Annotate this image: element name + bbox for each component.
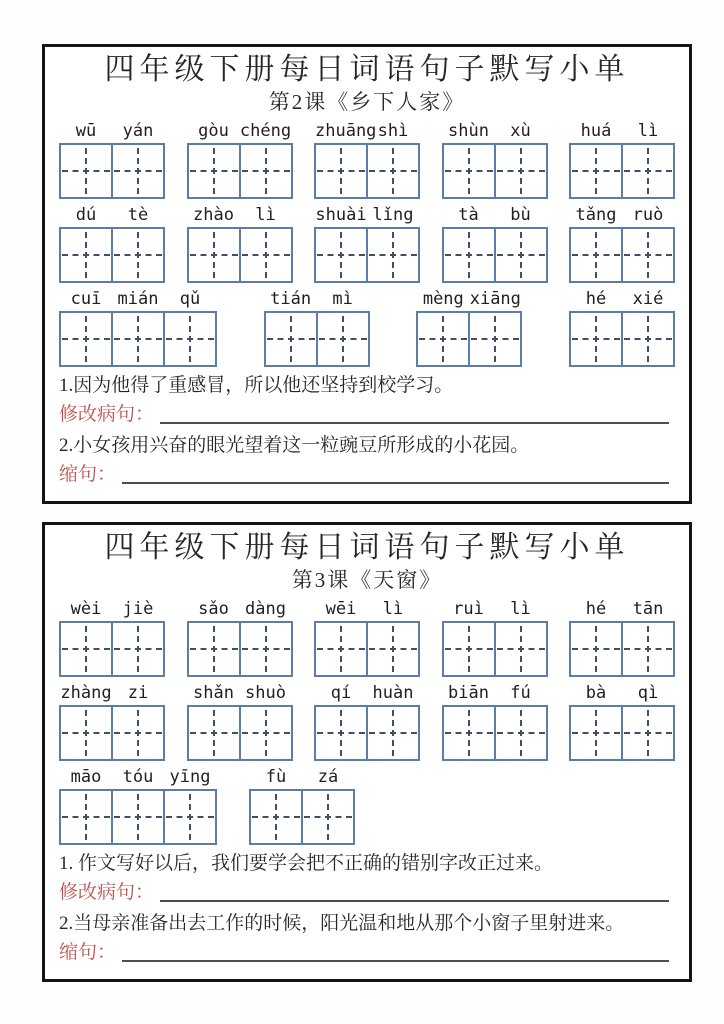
writing-square <box>301 791 353 843</box>
writing-square <box>163 313 215 365</box>
pinyin-syllable: qǔ <box>179 289 201 309</box>
pinyin-syllable: shuò <box>245 683 286 703</box>
writing-square <box>111 707 163 759</box>
writing-grid <box>569 311 675 367</box>
word-group <box>314 599 420 677</box>
writing-grid <box>59 227 165 283</box>
pinyin-syllable: tóu <box>122 767 154 787</box>
pinyin-row <box>59 767 217 788</box>
pinyin-syllable: dàng <box>245 599 286 619</box>
worksheet-card <box>42 44 692 504</box>
pinyin-row <box>187 599 293 620</box>
card-subtitle: 第3课《天窗》 <box>291 568 443 592</box>
word-group <box>187 121 293 199</box>
exercise-sentence: 1. 作文写好以后，我们要学会把不正确的错别字改正过来。 <box>59 853 554 874</box>
pinyin-syllable: yīng <box>169 767 211 787</box>
writing-square <box>316 229 366 281</box>
exercise-sentence: 2.小女孩用兴奋的眼光望着这一粒豌豆所形成的小花园。 <box>59 435 530 456</box>
word-row <box>59 683 675 761</box>
writing-square <box>111 623 163 675</box>
pinyin-syllable: fú <box>510 683 531 703</box>
pinyin-syllable: tǎng <box>575 205 617 225</box>
word-group <box>416 289 522 367</box>
writing-square <box>111 791 163 843</box>
pinyin-row <box>569 289 675 310</box>
word-group <box>569 289 675 367</box>
pinyin-syllable: shuài <box>315 205 367 225</box>
pinyin-row <box>314 683 420 704</box>
writing-square <box>621 623 673 675</box>
writing-square <box>239 229 291 281</box>
pinyin-row <box>59 205 165 226</box>
word-group <box>59 121 165 199</box>
card-subtitle: 第2课《乡下人家》 <box>268 90 466 114</box>
writing-square <box>444 145 494 197</box>
writing-square <box>444 707 494 759</box>
writing-square <box>494 707 546 759</box>
pinyin-row <box>442 205 548 226</box>
word-group <box>59 205 165 283</box>
pinyin-row <box>569 683 675 704</box>
word-group <box>314 205 420 283</box>
pinyin-syllable: huàn <box>372 683 414 703</box>
word-group <box>442 205 548 283</box>
worksheet-card <box>42 522 692 982</box>
writing-grid <box>264 311 370 367</box>
pinyin-syllable: mèng <box>422 289 464 309</box>
pinyin-row <box>416 289 522 310</box>
pinyin-syllable: lì <box>255 205 276 225</box>
writing-square <box>571 313 621 365</box>
writing-square <box>444 229 494 281</box>
word-group <box>59 599 165 677</box>
pinyin-syllable: shǎn <box>193 683 234 703</box>
writing-grid <box>442 621 548 677</box>
pinyin-syllable: cuī <box>70 289 102 309</box>
pinyin-syllable: tà <box>458 205 479 225</box>
writing-square <box>111 229 163 281</box>
answer-row <box>59 940 671 965</box>
writing-grid <box>187 621 293 677</box>
pinyin-syllable: lì <box>510 599 531 619</box>
exercise-sentence: 1.因为他得了重感冒，所以他还坚持到校学习。 <box>59 375 454 396</box>
pinyin-syllable: lì <box>637 121 659 141</box>
pinyin-row <box>442 683 548 704</box>
writing-square <box>189 229 239 281</box>
pinyin-syllable: xù <box>510 121 531 141</box>
writing-grid <box>416 311 522 367</box>
writing-square <box>366 229 418 281</box>
pinyin-syllable: xiāng <box>469 289 521 309</box>
pinyin-row <box>187 205 293 226</box>
pinyin-syllable: shì <box>377 121 409 141</box>
word-group <box>442 683 548 761</box>
writing-square <box>61 145 111 197</box>
pinyin-syllable: zhào <box>193 205 234 225</box>
pinyin-syllable: tè <box>127 205 149 225</box>
pinyin-row <box>59 121 165 142</box>
writing-grid <box>314 705 420 761</box>
writing-square <box>366 707 418 759</box>
writing-square <box>111 313 163 365</box>
writing-square <box>61 707 111 759</box>
writing-square <box>621 707 673 759</box>
pinyin-row <box>442 121 548 142</box>
pinyin-row <box>187 683 293 704</box>
answer-blank-line <box>160 408 669 424</box>
pinyin-row <box>569 121 675 142</box>
word-row <box>59 121 675 199</box>
writing-square <box>251 791 301 843</box>
writing-square <box>571 145 621 197</box>
writing-grid <box>187 705 293 761</box>
pinyin-syllable: dú <box>75 205 97 225</box>
answer-blank-line <box>122 468 669 484</box>
writing-square <box>418 313 468 365</box>
exercise <box>57 851 677 905</box>
pinyin-row <box>187 121 293 142</box>
writing-square <box>316 313 368 365</box>
writing-square <box>571 623 621 675</box>
pinyin-syllable: hé <box>585 289 607 309</box>
writing-grid <box>59 705 165 761</box>
pinyin-row <box>264 289 370 310</box>
writing-grid <box>442 227 548 283</box>
pinyin-syllable: bà <box>585 683 607 703</box>
word-group <box>264 289 370 367</box>
writing-square <box>621 229 673 281</box>
pinyin-syllable: xié <box>632 289 664 309</box>
word-group <box>314 683 420 761</box>
pinyin-row <box>59 289 217 310</box>
card-title: 四年级下册每日词语句子默写小单 <box>104 53 630 86</box>
pinyin-syllable: tián <box>270 289 312 309</box>
answer-row <box>59 402 671 427</box>
pinyin-syllable: mián <box>117 289 159 309</box>
writing-square <box>239 145 291 197</box>
pinyin-syllable: qì <box>637 683 659 703</box>
writing-square <box>61 623 111 675</box>
word-row <box>59 205 675 283</box>
pinyin-syllable: mì <box>332 289 353 309</box>
answer-blank-line <box>160 886 669 902</box>
writing-square <box>189 145 239 197</box>
pinyin-syllable: fù <box>265 767 287 787</box>
word-group <box>569 121 675 199</box>
writing-grid <box>442 705 548 761</box>
writing-grid <box>442 143 548 199</box>
writing-grid <box>569 227 675 283</box>
writing-grid <box>249 789 355 845</box>
pinyin-syllable: yán <box>122 121 154 141</box>
writing-square <box>163 791 215 843</box>
pinyin-syllable: wēi <box>325 599 357 619</box>
pinyin-syllable: huá <box>580 121 612 141</box>
writing-square <box>494 145 546 197</box>
answer-row <box>59 462 671 487</box>
writing-square <box>61 229 111 281</box>
writing-grid <box>187 143 293 199</box>
word-group <box>442 121 548 199</box>
exercise <box>57 911 677 965</box>
word-group <box>442 599 548 677</box>
word-row <box>59 767 675 845</box>
writing-square <box>366 623 418 675</box>
writing-grid <box>59 311 217 367</box>
writing-grid <box>569 705 675 761</box>
pinyin-syllable: zá <box>317 767 339 787</box>
pinyin-syllable: wū <box>75 121 97 141</box>
pinyin-syllable: zhàng <box>60 683 112 703</box>
writing-square <box>239 623 291 675</box>
cards-container <box>42 44 692 982</box>
pinyin-row <box>314 205 420 226</box>
writing-grid <box>569 143 675 199</box>
pinyin-syllable: hé <box>585 599 607 619</box>
pinyin-syllable: ruì <box>453 599 484 619</box>
writing-grid <box>314 143 420 199</box>
writing-square <box>468 313 520 365</box>
pinyin-syllable: māo <box>70 767 102 787</box>
writing-square <box>494 229 546 281</box>
writing-grid <box>59 789 217 845</box>
exercise <box>57 433 677 487</box>
pinyin-row <box>569 599 675 620</box>
writing-square <box>621 313 673 365</box>
pinyin-syllable: zhuāng <box>315 121 377 141</box>
pinyin-syllable: chéng <box>239 121 292 141</box>
writing-grid <box>314 621 420 677</box>
word-group <box>59 683 165 761</box>
word-group <box>59 767 217 845</box>
pinyin-row <box>569 205 675 226</box>
pinyin-row <box>249 767 355 788</box>
pinyin-syllable: lǐng <box>372 205 414 225</box>
pinyin-syllable: sǎo <box>198 599 229 619</box>
writing-square <box>189 623 239 675</box>
writing-square <box>621 145 673 197</box>
answer-label: 修改病句： <box>59 882 155 903</box>
word-group <box>187 683 293 761</box>
writing-square <box>61 313 111 365</box>
writing-square <box>316 623 366 675</box>
pinyin-syllable: ruò <box>632 205 664 225</box>
pinyin-syllable: bù <box>510 205 531 225</box>
pinyin-syllable: jiè <box>122 599 154 619</box>
exercise-sentence: 2.当母亲准备出去工作的时候，阳光温和地从那个小窗子里射进来。 <box>59 913 625 934</box>
word-row <box>59 599 675 677</box>
word-group <box>569 205 675 283</box>
pinyin-syllable: biān <box>448 683 489 703</box>
writing-square <box>239 707 291 759</box>
word-group <box>187 205 293 283</box>
pinyin-syllable: wèi <box>70 599 102 619</box>
writing-square <box>111 145 163 197</box>
word-group <box>249 767 355 845</box>
word-group <box>314 121 420 199</box>
pinyin-syllable: lì <box>382 599 404 619</box>
exercise <box>57 373 677 427</box>
writing-square <box>189 707 239 759</box>
pinyin-row <box>442 599 548 620</box>
pinyin-row <box>314 121 420 142</box>
word-group <box>187 599 293 677</box>
writing-square <box>266 313 316 365</box>
pinyin-row <box>314 599 420 620</box>
pinyin-syllable: shùn <box>448 121 489 141</box>
word-group <box>569 599 675 677</box>
answer-blank-line <box>122 946 669 962</box>
writing-square <box>571 707 621 759</box>
word-group <box>569 683 675 761</box>
writing-grid <box>187 227 293 283</box>
pinyin-syllable: gòu <box>198 121 229 141</box>
pinyin-syllable: tān <box>632 599 664 619</box>
card-title: 四年级下册每日词语句子默写小单 <box>104 531 630 564</box>
writing-square <box>316 707 366 759</box>
answer-label: 缩句： <box>59 942 117 963</box>
writing-grid <box>59 621 165 677</box>
writing-grid <box>59 143 165 199</box>
writing-square <box>366 145 418 197</box>
answer-label: 缩句： <box>59 464 117 485</box>
pinyin-syllable: zi <box>127 683 149 703</box>
writing-square <box>571 229 621 281</box>
writing-square <box>494 623 546 675</box>
writing-grid <box>569 621 675 677</box>
pinyin-syllable: qí <box>330 683 352 703</box>
pinyin-row <box>59 683 165 704</box>
word-row <box>59 289 675 367</box>
answer-label: 修改病句： <box>59 404 155 425</box>
writing-grid <box>314 227 420 283</box>
answer-row <box>59 880 671 905</box>
word-group <box>59 289 217 367</box>
writing-square <box>316 145 366 197</box>
pinyin-row <box>59 599 165 620</box>
writing-square <box>61 791 111 843</box>
writing-square <box>444 623 494 675</box>
